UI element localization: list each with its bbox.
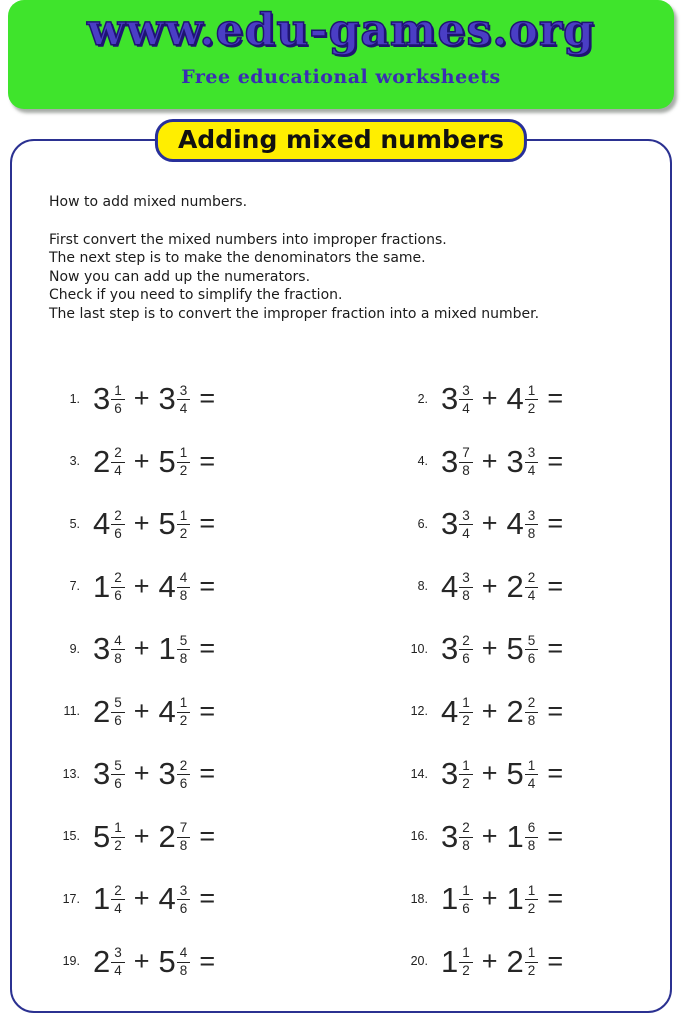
second-numerator: 4 — [177, 946, 191, 962]
first-denominator: 6 — [114, 400, 122, 416]
problem-row — [398, 945, 660, 977]
first-numerator: 3 — [111, 946, 125, 962]
plus-sign: + — [133, 508, 150, 539]
second-numerator: 4 — [177, 571, 191, 587]
second-whole-number: 1 — [506, 881, 524, 917]
instruction-line-3: Now you can add up the numerators. — [49, 268, 311, 285]
second-denominator: 8 — [527, 713, 536, 729]
first-denominator: 2 — [462, 775, 470, 791]
second-numerator: 3 — [177, 384, 191, 400]
first-denominator: 2 — [462, 713, 470, 729]
first-fraction — [111, 759, 125, 791]
first-denominator: 4 — [114, 963, 122, 979]
first-fraction — [459, 446, 473, 478]
first-denominator: 6 — [462, 650, 470, 666]
second-whole-number: 4 — [158, 881, 176, 917]
problem-expression — [93, 883, 215, 915]
second-numerator: 2 — [525, 696, 539, 712]
first-denominator: 4 — [462, 525, 470, 541]
instructions-block — [49, 193, 650, 324]
second-fraction — [525, 446, 539, 478]
second-denominator: 2 — [179, 525, 188, 541]
equals-sign: = — [199, 695, 216, 726]
first-numerator: 1 — [459, 946, 473, 962]
first-whole-number: 2 — [93, 443, 111, 479]
problem-expression — [441, 695, 563, 727]
first-whole-number: 3 — [93, 631, 111, 667]
first-fraction — [111, 384, 125, 416]
first-numerator: 5 — [111, 696, 125, 712]
second-numerator: 6 — [525, 821, 539, 837]
second-fraction — [177, 696, 191, 728]
second-denominator: 8 — [527, 525, 536, 541]
plus-sign: + — [481, 633, 498, 664]
second-whole-number: 5 — [158, 943, 176, 979]
problem-row — [398, 758, 660, 790]
second-denominator: 2 — [527, 400, 536, 416]
plus-sign: + — [481, 945, 498, 976]
plus-sign: + — [133, 383, 150, 414]
problem-number: 17. — [62, 891, 80, 906]
problem-row — [398, 570, 660, 602]
first-fraction — [459, 571, 473, 603]
equals-sign: = — [547, 570, 564, 601]
problem-number: 19. — [62, 954, 80, 969]
problem-expression — [441, 570, 563, 602]
first-denominator: 8 — [462, 838, 470, 854]
problem-number: 18. — [410, 891, 428, 906]
equals-sign: = — [199, 445, 216, 476]
second-whole-number: 2 — [158, 818, 176, 854]
first-denominator: 2 — [462, 963, 470, 979]
first-fraction — [111, 634, 125, 666]
second-whole-number: 2 — [506, 568, 524, 604]
second-whole-number: 4 — [506, 381, 524, 417]
equals-sign: = — [547, 445, 564, 476]
first-numerator: 1 — [111, 821, 125, 837]
second-fraction — [525, 634, 539, 666]
first-numerator: 3 — [459, 384, 473, 400]
problem-row — [398, 508, 660, 540]
first-denominator: 8 — [114, 650, 122, 666]
problem-expression — [93, 820, 215, 852]
second-denominator: 8 — [179, 650, 188, 666]
first-whole-number: 1 — [93, 881, 111, 917]
second-numerator: 3 — [525, 446, 539, 462]
equals-sign: = — [547, 820, 564, 851]
plus-sign: + — [133, 758, 150, 789]
problem-number: 7. — [69, 579, 80, 594]
problem-expression — [441, 758, 563, 790]
equals-sign: = — [199, 383, 216, 414]
problem-number: 12. — [410, 704, 428, 719]
first-denominator: 4 — [462, 400, 470, 416]
plus-sign: + — [481, 508, 498, 539]
plus-sign: + — [133, 695, 150, 726]
plus-sign: + — [481, 883, 498, 914]
instruction-line-5: The last step is to convert the improper fraction into a mixed number. — [49, 305, 540, 322]
problem-row — [50, 945, 398, 977]
second-numerator: 1 — [525, 884, 539, 900]
first-numerator: 3 — [459, 571, 473, 587]
second-fraction — [525, 884, 539, 916]
first-denominator: 4 — [114, 463, 122, 479]
equals-sign: = — [547, 695, 564, 726]
equals-sign: = — [199, 820, 216, 851]
first-fraction — [111, 696, 125, 728]
problem-number: 20. — [410, 954, 428, 969]
first-fraction — [111, 571, 125, 603]
plus-sign: + — [481, 570, 498, 601]
equals-sign: = — [199, 633, 216, 664]
first-numerator: 2 — [111, 884, 125, 900]
problem-row — [398, 383, 660, 415]
second-fraction — [177, 946, 191, 978]
instructions-intro: How to add mixed numbers. — [49, 194, 248, 210]
problem-row — [50, 820, 398, 852]
plus-sign: + — [133, 633, 150, 664]
second-denominator: 4 — [179, 400, 188, 416]
second-whole-number: 4 — [158, 568, 176, 604]
first-fraction — [111, 446, 125, 478]
problem-number: 2. — [417, 391, 428, 406]
problem-expression — [93, 633, 215, 665]
first-denominator: 2 — [114, 838, 122, 854]
worksheet-title: Adding mixed numbers — [155, 119, 527, 162]
second-numerator: 1 — [177, 696, 191, 712]
second-whole-number: 2 — [506, 693, 524, 729]
first-numerator: 2 — [111, 509, 125, 525]
first-whole-number: 3 — [441, 818, 459, 854]
problem-expression — [93, 758, 215, 790]
second-denominator: 4 — [527, 463, 536, 479]
first-fraction — [111, 884, 125, 916]
problems-grid — [50, 368, 660, 993]
second-fraction — [177, 884, 191, 916]
plus-sign: + — [133, 945, 150, 976]
first-whole-number: 1 — [441, 943, 459, 979]
first-fraction — [459, 884, 473, 916]
first-numerator: 1 — [111, 384, 125, 400]
second-denominator: 8 — [527, 838, 536, 854]
second-denominator: 2 — [527, 900, 536, 916]
second-whole-number: 3 — [506, 443, 524, 479]
problem-expression — [93, 383, 215, 415]
first-whole-number: 3 — [93, 381, 111, 417]
second-fraction — [177, 509, 191, 541]
plus-sign: + — [133, 820, 150, 851]
first-whole-number: 3 — [441, 506, 459, 542]
first-whole-number: 3 — [441, 756, 459, 792]
second-denominator: 2 — [179, 713, 188, 729]
second-numerator: 1 — [525, 759, 539, 775]
first-whole-number: 4 — [93, 506, 111, 542]
problem-row — [398, 820, 660, 852]
problem-expression — [441, 383, 563, 415]
second-whole-number: 5 — [506, 756, 524, 792]
second-denominator: 6 — [179, 900, 188, 916]
equals-sign: = — [547, 758, 564, 789]
first-whole-number: 5 — [93, 818, 111, 854]
problem-expression — [93, 945, 215, 977]
problem-number: 1. — [69, 391, 80, 406]
second-fraction — [525, 571, 539, 603]
equals-sign: = — [547, 633, 564, 664]
second-numerator: 1 — [177, 446, 191, 462]
second-numerator: 5 — [177, 634, 191, 650]
first-whole-number: 3 — [93, 756, 111, 792]
second-numerator: 3 — [525, 509, 539, 525]
second-fraction — [525, 821, 539, 853]
second-fraction — [525, 759, 539, 791]
equals-sign: = — [199, 883, 216, 914]
problem-number: 8. — [417, 579, 428, 594]
problem-expression — [441, 633, 563, 665]
first-numerator: 2 — [111, 446, 125, 462]
first-numerator: 1 — [459, 696, 473, 712]
first-fraction — [459, 696, 473, 728]
second-whole-number: 3 — [158, 381, 176, 417]
plus-sign: + — [133, 445, 150, 476]
second-whole-number: 5 — [158, 443, 176, 479]
problem-number: 4. — [417, 454, 428, 469]
equals-sign: = — [199, 570, 216, 601]
second-fraction — [525, 384, 539, 416]
second-denominator: 4 — [527, 588, 536, 604]
problem-expression — [93, 570, 215, 602]
problem-expression — [93, 508, 215, 540]
problem-row — [398, 883, 660, 915]
problem-number: 5. — [69, 516, 80, 531]
second-fraction — [177, 821, 191, 853]
first-denominator: 8 — [462, 463, 470, 479]
second-fraction — [177, 446, 191, 478]
problem-expression — [441, 820, 563, 852]
instruction-line-2: The next step is to make the denominators the same. — [49, 250, 426, 267]
equals-sign: = — [547, 508, 564, 539]
site-title: www.edu-games.org — [87, 5, 595, 56]
first-whole-number: 2 — [93, 693, 111, 729]
first-numerator: 2 — [111, 571, 125, 587]
second-denominator: 8 — [179, 588, 188, 604]
first-numerator: 2 — [459, 821, 473, 837]
problem-row — [50, 758, 398, 790]
second-whole-number: 2 — [506, 943, 524, 979]
second-whole-number: 5 — [506, 631, 524, 667]
second-denominator: 2 — [179, 463, 188, 479]
problem-row — [50, 883, 398, 915]
second-denominator: 8 — [179, 963, 188, 979]
second-denominator: 4 — [527, 775, 536, 791]
instruction-line-1: First convert the mixed numbers into improper fractions. — [49, 231, 447, 248]
second-fraction — [525, 946, 539, 978]
first-whole-number: 1 — [441, 881, 459, 917]
plus-sign: + — [481, 383, 498, 414]
first-whole-number: 4 — [441, 568, 459, 604]
first-whole-number: 3 — [441, 381, 459, 417]
second-numerator: 1 — [525, 384, 539, 400]
first-whole-number: 3 — [441, 443, 459, 479]
second-fraction — [525, 509, 539, 541]
second-whole-number: 3 — [158, 756, 176, 792]
second-whole-number: 1 — [158, 631, 176, 667]
site-header — [8, 0, 674, 109]
first-fraction — [459, 759, 473, 791]
second-numerator: 2 — [177, 759, 191, 775]
problem-row — [50, 633, 398, 665]
second-numerator: 7 — [177, 821, 191, 837]
first-denominator: 6 — [114, 713, 122, 729]
problem-number: 11. — [63, 704, 80, 719]
first-numerator: 2 — [459, 634, 473, 650]
second-denominator: 6 — [179, 775, 188, 791]
first-whole-number: 4 — [441, 693, 459, 729]
first-fraction — [111, 509, 125, 541]
problem-expression — [441, 883, 563, 915]
problem-expression — [93, 445, 215, 477]
first-denominator: 4 — [114, 900, 122, 916]
equals-sign: = — [199, 945, 216, 976]
first-numerator: 5 — [111, 759, 125, 775]
second-whole-number: 4 — [158, 693, 176, 729]
first-denominator: 6 — [462, 900, 470, 916]
plus-sign: + — [481, 758, 498, 789]
second-numerator: 1 — [525, 946, 539, 962]
second-numerator: 5 — [525, 634, 539, 650]
second-fraction — [177, 384, 191, 416]
equals-sign: = — [199, 508, 216, 539]
first-denominator: 6 — [114, 775, 122, 791]
second-whole-number: 1 — [506, 818, 524, 854]
problem-row — [50, 383, 398, 415]
worksheet-panel — [10, 125, 672, 1013]
first-fraction — [459, 946, 473, 978]
problem-number: 15. — [62, 829, 80, 844]
problem-expression — [93, 695, 215, 727]
equals-sign: = — [547, 383, 564, 414]
second-fraction — [177, 634, 191, 666]
problem-number: 16. — [410, 829, 428, 844]
problem-row — [50, 570, 398, 602]
first-numerator: 4 — [111, 634, 125, 650]
site-tagline: Free educational worksheets — [181, 66, 501, 89]
problem-row — [398, 445, 660, 477]
first-numerator: 7 — [459, 446, 473, 462]
problem-number: 10. — [410, 641, 428, 656]
first-fraction — [459, 634, 473, 666]
instruction-line-4: Check if you need to simplify the fraction. — [49, 287, 343, 304]
second-fraction — [177, 759, 191, 791]
plus-sign: + — [481, 820, 498, 851]
plus-sign: + — [133, 570, 150, 601]
second-denominator: 2 — [527, 963, 536, 979]
first-whole-number: 1 — [93, 568, 111, 604]
first-fraction — [459, 821, 473, 853]
problem-row — [398, 633, 660, 665]
first-whole-number: 3 — [441, 631, 459, 667]
plus-sign: + — [481, 445, 498, 476]
plus-sign: + — [481, 695, 498, 726]
first-fraction — [111, 946, 125, 978]
equals-sign: = — [199, 758, 216, 789]
first-fraction — [459, 509, 473, 541]
first-numerator: 1 — [459, 884, 473, 900]
first-numerator: 3 — [459, 509, 473, 525]
equals-sign: = — [547, 945, 564, 976]
problem-expression — [441, 945, 563, 977]
problem-expression — [441, 445, 563, 477]
first-denominator: 8 — [462, 588, 470, 604]
first-whole-number: 2 — [93, 943, 111, 979]
first-fraction — [459, 384, 473, 416]
second-numerator: 2 — [525, 571, 539, 587]
second-numerator: 3 — [177, 884, 191, 900]
second-numerator: 1 — [177, 509, 191, 525]
problem-row — [50, 508, 398, 540]
second-denominator: 6 — [527, 650, 536, 666]
problem-row — [398, 695, 660, 727]
first-denominator: 6 — [114, 525, 122, 541]
first-numerator: 1 — [459, 759, 473, 775]
problem-number: 13. — [62, 766, 80, 781]
problem-number: 14. — [410, 766, 428, 781]
second-whole-number: 4 — [506, 506, 524, 542]
problem-number: 3. — [69, 454, 80, 469]
second-denominator: 8 — [179, 838, 188, 854]
second-fraction — [525, 696, 539, 728]
problem-row — [50, 445, 398, 477]
second-whole-number: 5 — [158, 506, 176, 542]
plus-sign: + — [133, 883, 150, 914]
second-fraction — [177, 571, 191, 603]
equals-sign: = — [547, 883, 564, 914]
problem-row — [50, 695, 398, 727]
first-denominator: 6 — [114, 588, 122, 604]
problem-expression — [441, 508, 563, 540]
first-fraction — [111, 821, 125, 853]
problem-number: 6. — [417, 516, 428, 531]
problem-number: 9. — [69, 641, 80, 656]
